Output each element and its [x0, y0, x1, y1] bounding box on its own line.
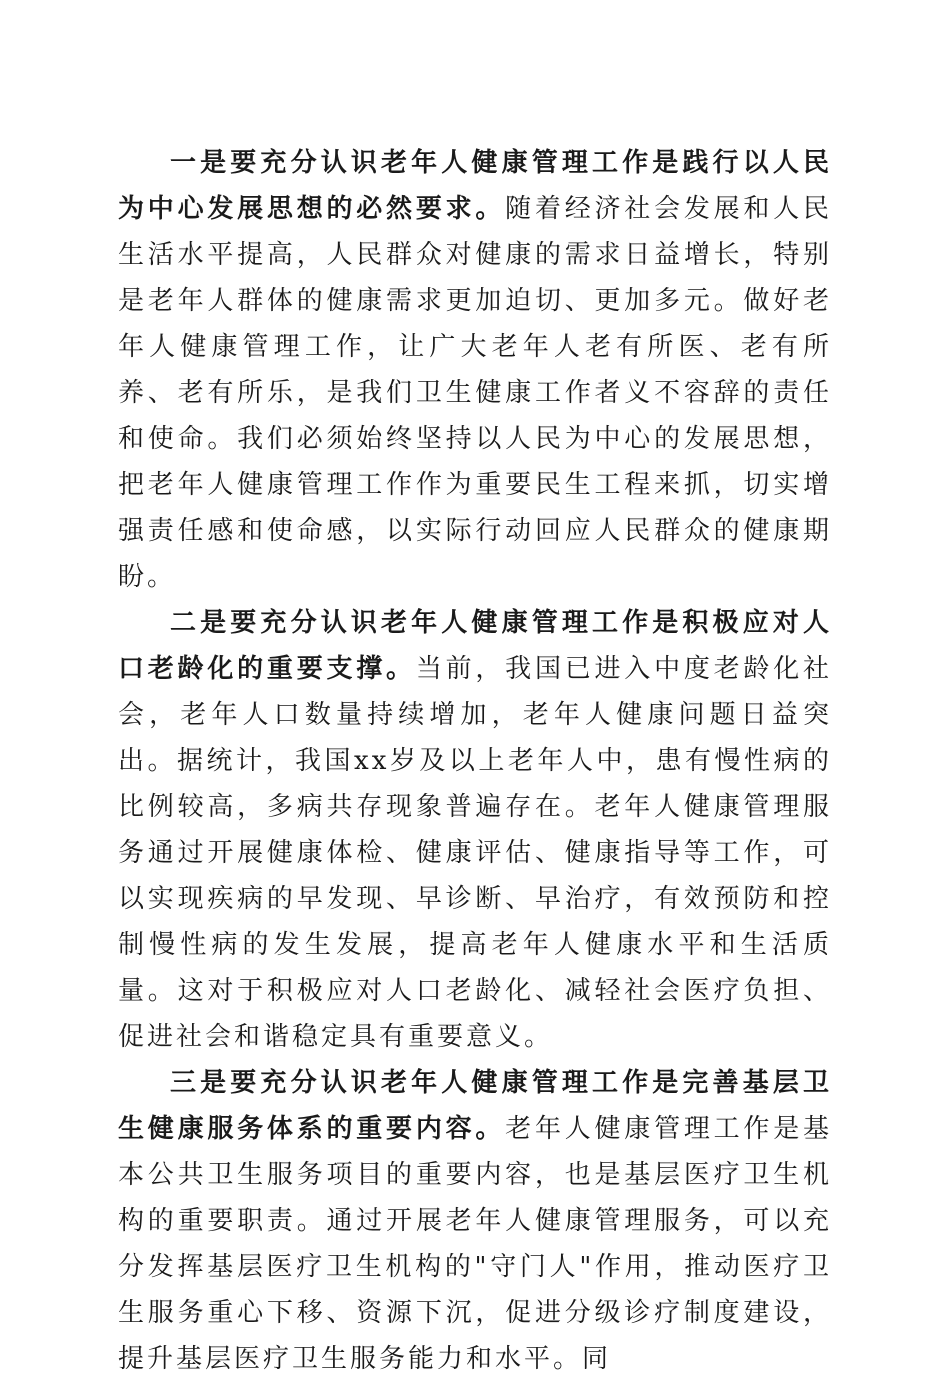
paragraph-1-text: 随着经济社会发展和人民生活水平提高，人民群众对健康的需求日益增长，特别是老年人群体的健康需求更加迫切、更加多元。做好老年人健康管理工作，让广大老年人老有所医、老有所养、老有所乐，是我们卫生健康工作者义不容辞的责任和使命。我们必须始终坚持以人民为中心的发展思想，把老年人健康管理工作作为重要民生工程来抓，切实增强责任感和使命感，以实际行动回应人民群众的健康期盼。 [118, 194, 832, 592]
paragraph-3-heading: 三是要充分认识老年人健康管理工作是完善基层卫生健康服务体系的重要内容。 [118, 1068, 832, 1144]
paragraph-2-text: 当前，我国已进入中度老龄化社会，老年人口数量持续增加，老年人健康问题日益突出。据统计，我国xx岁及以上老年人中，患有慢性病的比例较高，多病共存现象普遍存在。老年人健康管理服务通过开展健康体检、健康评估、健康指导等工作，可以实现疾病的早发现、早诊断、早治疗，有效预防和控制慢性病的发生发展，提高老年人健康水平和生活质量。这对于积极应对人口老龄化、减轻社会医疗负担、促进社会和谐稳定具有重要意义。 [118, 654, 832, 1052]
paragraph-2 [118, 600, 832, 1060]
paragraph-1-heading: 一是要充分认识老年人健康管理工作是践行以人民为中心发展思想的必然要求。 [118, 148, 832, 224]
paragraph-1 [118, 140, 832, 600]
paragraph-3-text: 老年人健康管理工作是基本公共卫生服务项目的重要内容，也是基层医疗卫生机构的重要职责。通过开展老年人健康管理服务，可以充分发挥基层医疗卫生机构的"守门人"作用，推动医疗卫生服务重心下移、资源下沉，促进分级诊疗制度建设，提升基层医疗卫生服务能力和水平。同 [118, 1114, 832, 1374]
paragraph-3 [118, 1060, 832, 1382]
paragraph-2-heading: 二是要充分认识老年人健康管理工作是积极应对人口老龄化的重要支撑。 [118, 608, 832, 684]
document-body [118, 140, 832, 1382]
